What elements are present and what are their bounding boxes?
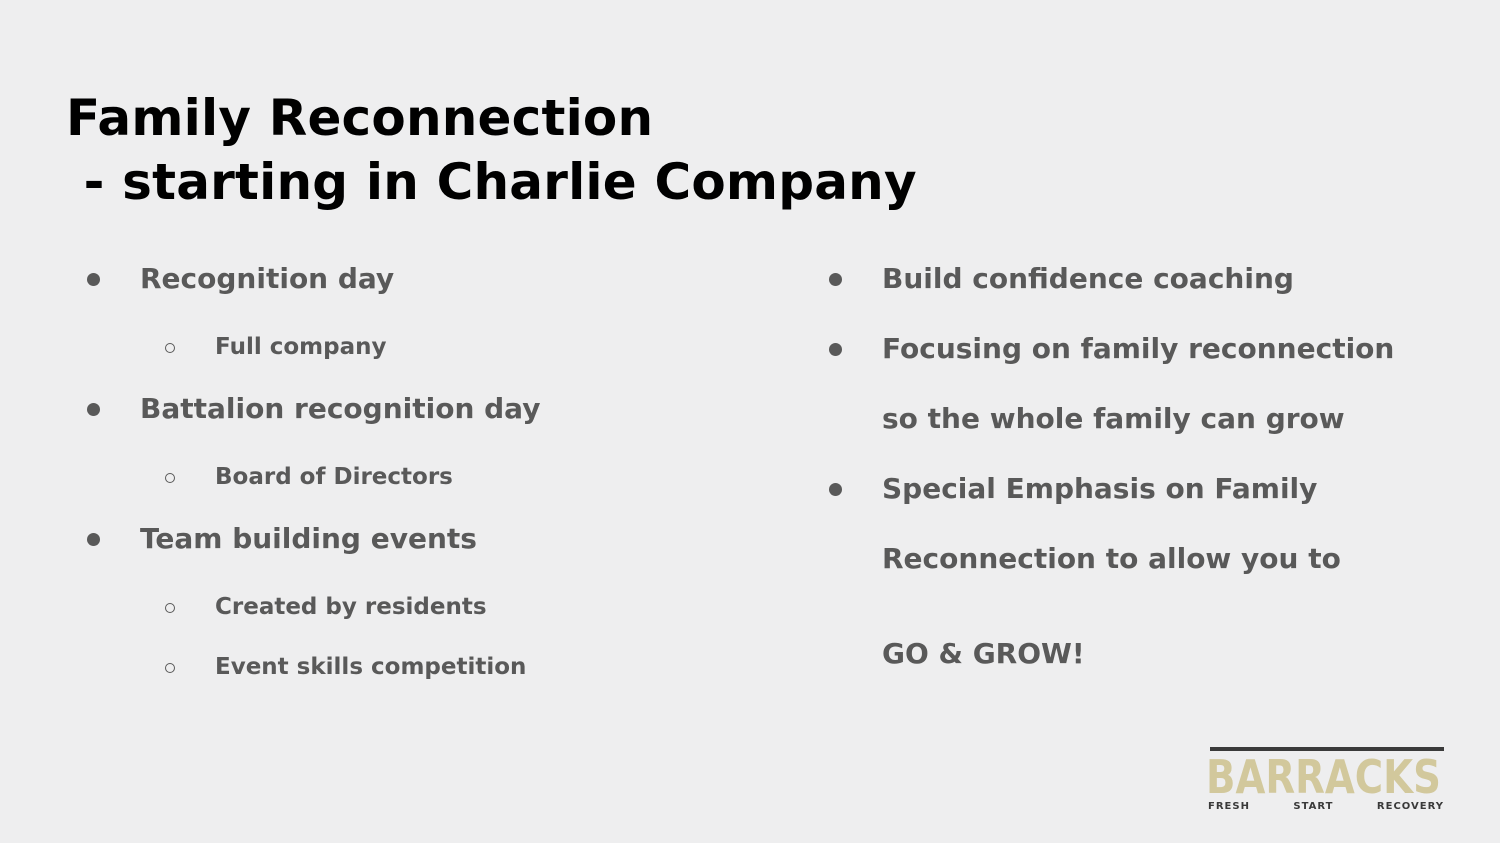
logo-tagline bbox=[1208, 801, 1444, 813]
bullet-dot bbox=[87, 273, 100, 286]
bullet-dot bbox=[829, 483, 842, 496]
bullet-battalion-recognition-day: Battalion recognition day bbox=[140, 392, 541, 425]
bullet-focusing-on-family-reconnection: Focusing on family reconnection bbox=[882, 332, 1395, 365]
go-and-grow: GO & GROW! bbox=[882, 637, 1085, 670]
logo-tag-fresh: FRESH bbox=[1208, 801, 1250, 812]
sub-bullet-ring bbox=[165, 343, 175, 353]
sub-bullet-board-of-directors: Board of Directors bbox=[215, 464, 453, 490]
bullet-recognition-day: Recognition day bbox=[140, 262, 395, 295]
bullet-dot bbox=[87, 403, 100, 416]
bullet-continuation: Reconnection to allow you to bbox=[882, 542, 1341, 575]
bullet-team-building-events: Team building events bbox=[140, 522, 477, 555]
sub-bullet-ring bbox=[165, 473, 175, 483]
bullet-dot bbox=[829, 273, 842, 286]
sub-bullet-event-skills-competition: Event skills competition bbox=[215, 654, 527, 680]
logo-wordmark: BARRACKS bbox=[1206, 750, 1441, 804]
sub-bullet-full-company: Full company bbox=[215, 334, 387, 360]
title-line-2: - starting in Charlie Company bbox=[66, 153, 917, 211]
logo-tag-recovery: RECOVERY bbox=[1376, 801, 1444, 812]
sub-bullet-created-by-residents: Created by residents bbox=[215, 594, 487, 620]
sub-bullet-ring bbox=[165, 603, 175, 613]
slide-title bbox=[66, 86, 917, 214]
title-line-1: Family Reconnection bbox=[66, 89, 654, 147]
bullet-dot bbox=[829, 343, 842, 356]
sub-bullet-ring bbox=[165, 663, 175, 673]
bullet-continuation: so the whole family can grow bbox=[882, 402, 1345, 435]
bullet-build-confidence-coaching: Build confidence coaching bbox=[882, 262, 1294, 295]
bullet-dot bbox=[87, 533, 100, 546]
barracks-logo bbox=[1206, 747, 1444, 813]
bullet-special-emphasis: Special Emphasis on Family bbox=[882, 472, 1318, 505]
logo-tag-start: START bbox=[1293, 801, 1334, 812]
